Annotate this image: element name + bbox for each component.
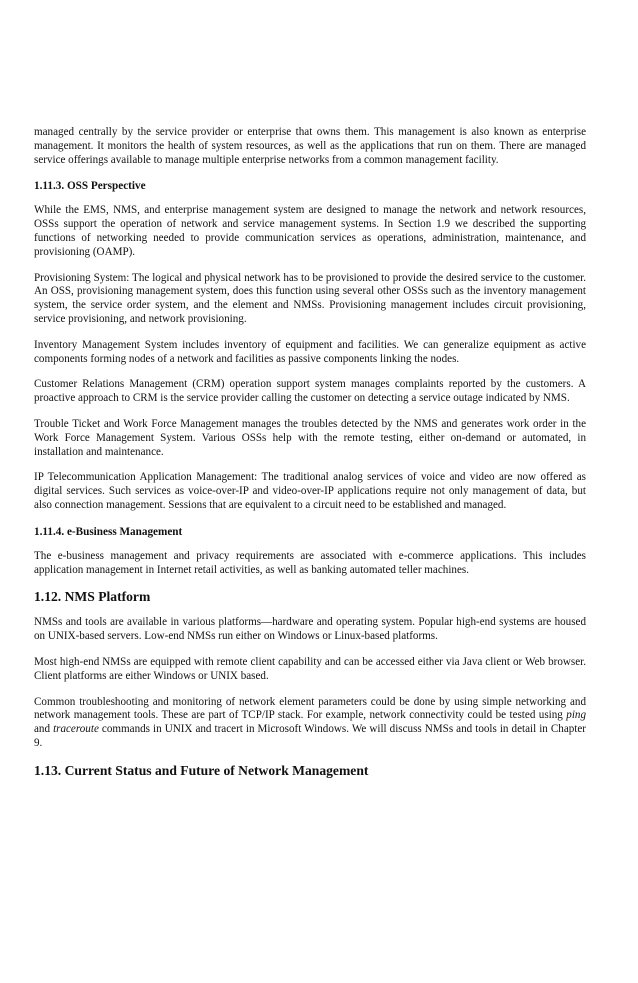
section-heading-current-status: 1.13. Current Status and Future of Network Management xyxy=(34,762,369,778)
text-run: Common troubleshooting and monitoring of network element parameters could be done by using simple networking and network management tools. These are part of TCP/IP stack. For example, network connectivity could be tested using xyxy=(34,695,586,722)
paragraph-e-business: The e-business management and privacy requirements are associated with e-commerce applications. This includes application management in Internet retail activities, as well as banking automated teller machines. xyxy=(34,549,586,576)
paragraph-troubleshooting-tools xyxy=(34,696,586,751)
paragraph-nms-platforms: NMSs and tools are available in various platforms—hardware and operating system. Popular high-end systems are housed on UNIX-based servers. Low-end NMSs run either on Windows or Linux-based platforms. xyxy=(34,616,586,643)
text-run: commands in UNIX and tracert in Microsoft Windows. We will discuss NMSs and tools in detail in Chapter 9. xyxy=(34,723,586,749)
text-run: and xyxy=(34,723,54,736)
document-page xyxy=(34,126,586,790)
paragraph-ip-telecom: IP Telecommunication Application Management: The traditional analog services of voice and video are now offered as digital services. Such services as voice-over-IP and video-over-IP applications require not only management of data, but also connection management. Sessions that are equivalent to a circuit need to be established and managed. xyxy=(34,471,586,511)
command-ping: ping xyxy=(566,709,586,722)
section-heading-e-business: 1.11.4. e-Business Management xyxy=(34,525,183,538)
paragraph-provisioning-system: Provisioning System: The logical and physical network has to be provisioned to provide the desired service to the customer. An OSS, provisioning management system, does this function using several other OSSs such as the inventory management system, the service order system, and the element and NMSs. Provisioning management includes circuit provisioning, service provisioning, and network provisioning. xyxy=(34,271,586,325)
section-heading-oss-perspective: 1.11.3. OSS Perspective xyxy=(34,180,146,193)
paragraph-trouble-ticket: Trouble Ticket and Work Force Management manages the troubles detected by the NMS and generates work order in the Work Force Management System. Various OSSs help with the remote testing, either on-demand or automated, in installation and maintenance. xyxy=(34,417,586,458)
paragraph-oss-overview: While the EMS, NMS, and enterprise management system are designed to manage the network and network resources, OSSs support the operation of network and service management systems. In Section 1.9 we described the supporting functions of networking needed to provide communication services as operations, administration, maintenance, and provisioning (OAMP). xyxy=(34,204,586,258)
command-traceroute: traceroute xyxy=(53,723,99,736)
section-heading-nms-platform: 1.12. NMS Platform xyxy=(34,589,151,605)
paragraph-crm: Customer Relations Management (CRM) operation support system manages complaints reported by the customers. A proactive approach to CRM is the service provider calling the customer on detecting a service outage indicated by NMS. xyxy=(34,378,586,405)
paragraph-remote-client: Most high-end NMSs are equipped with remote client capability and can be accessed either via Java client or Web browser. Client platforms are either Windows or UNIX based. xyxy=(34,655,586,682)
paragraph-inventory-management: Inventory Management System includes inventory of equipment and facilities. We can generalize equipment as active components forming nodes of a network and facilities as passive components linking the nodes. xyxy=(34,338,586,365)
paragraph-enterprise-management: managed centrally by the service provider or enterprise that owns them. This management is also known as enterprise management. It monitors the health of system resources, as well as the applications that run on them. There are managed service offerings available to manage multiple enterprise networks from a common management facility. xyxy=(34,126,586,166)
